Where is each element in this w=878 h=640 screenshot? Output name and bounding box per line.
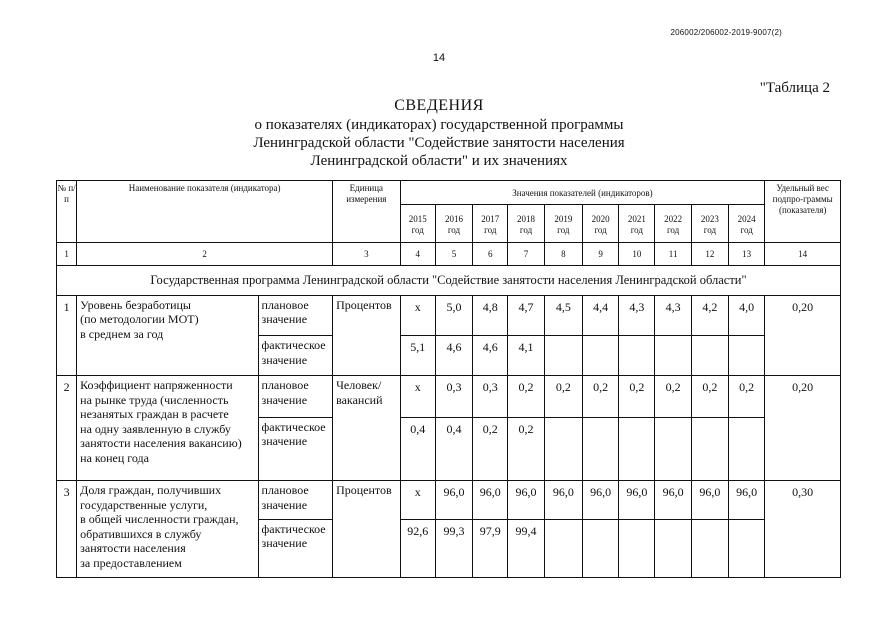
plan-value: 96,0 <box>582 481 618 519</box>
year-unit: год <box>666 224 680 235</box>
plan-value: х <box>400 481 435 519</box>
plan-value: 4,0 <box>729 295 765 335</box>
plan-value: 4,4 <box>582 295 618 335</box>
plan-value: 96,0 <box>435 481 472 519</box>
plan-value: 4,3 <box>619 295 655 335</box>
fact-value <box>619 417 655 480</box>
column-number: 13 <box>729 243 765 265</box>
indicator-unit-line: Человек/ <box>336 378 382 393</box>
fact-value <box>544 336 582 376</box>
fact-label-line: фактическое <box>261 521 326 536</box>
plan-value: 0,3 <box>435 376 472 417</box>
fact-label-line: фактическое <box>261 338 326 353</box>
fact-value <box>729 519 765 577</box>
fact-value <box>691 417 728 480</box>
column-number: 1 <box>57 243 77 265</box>
year-header <box>691 205 728 243</box>
year-label: 2019 <box>554 213 573 224</box>
year-label: 2015 <box>408 213 427 224</box>
year-unit: год <box>411 224 424 235</box>
indicator-num: 1 <box>57 295 77 376</box>
year-label: 2021 <box>627 213 646 224</box>
indicator-name <box>77 481 258 578</box>
plan-value: 0,2 <box>508 376 544 417</box>
fact-value <box>655 417 691 480</box>
fact-value <box>544 417 582 480</box>
year-header <box>473 205 508 243</box>
year-label: 2017 <box>481 213 500 224</box>
plan-value: 0,2 <box>544 376 582 417</box>
year-label: 2022 <box>664 213 683 224</box>
plan-value: 0,2 <box>655 376 691 417</box>
indicator-name-line: на конец года <box>80 450 149 465</box>
plan-value: 4,5 <box>544 295 582 335</box>
year-unit: год <box>630 224 643 235</box>
fact-value: 5,1 <box>400 336 435 376</box>
year-label: 2024 <box>737 213 756 224</box>
plan-value: 96,0 <box>655 481 691 519</box>
fact-value <box>582 336 618 376</box>
year-unit: год <box>519 224 533 235</box>
year-header <box>655 205 691 243</box>
fact-label <box>258 336 333 376</box>
plan-label-line: плановое <box>261 483 309 498</box>
indicator-name-line: на рынке труда (численность <box>80 392 229 407</box>
year-unit: год <box>557 224 570 235</box>
table-row <box>57 376 841 417</box>
column-number: 3 <box>333 243 401 265</box>
fact-value: 0,2 <box>473 417 508 480</box>
plan-label <box>258 481 333 519</box>
plan-label-line: плановое <box>261 297 309 312</box>
indicator-name-line: на одну заявленную в службу <box>80 421 231 436</box>
fact-label-line: значение <box>261 352 308 367</box>
year-unit: год <box>594 224 607 235</box>
plan-value: 0,2 <box>582 376 618 417</box>
column-number: 6 <box>473 243 508 265</box>
fact-value <box>655 519 691 577</box>
plan-value: 4,7 <box>508 295 544 335</box>
fact-value: 4,1 <box>508 336 544 376</box>
year-header <box>619 205 655 243</box>
fact-value: 4,6 <box>473 336 508 376</box>
year-header <box>435 205 472 243</box>
indicator-unit-line: Процентов <box>336 483 392 498</box>
fact-label <box>258 519 333 577</box>
plan-value: 4,8 <box>473 295 508 335</box>
column-number: 12 <box>691 243 728 265</box>
indicator-name-line: Уровень безработицы <box>80 297 191 312</box>
plan-value: 5,0 <box>435 295 472 335</box>
year-header <box>508 205 544 243</box>
indicator-name-line: в общей численности граждан, <box>80 512 239 527</box>
indicator-weight: 0,20 <box>765 295 841 376</box>
indicator-name <box>77 376 258 481</box>
fact-label-line: значение <box>261 434 308 449</box>
fact-value <box>691 519 728 577</box>
fact-value: 0,2 <box>508 417 544 480</box>
table-label: "Таблица 2 <box>759 80 830 96</box>
table-row <box>57 481 841 519</box>
fact-label-line: фактическое <box>261 419 326 434</box>
document-heading <box>0 96 878 170</box>
year-header <box>582 205 618 243</box>
fact-value: 99,4 <box>508 519 544 577</box>
fact-value: 99,3 <box>435 519 472 577</box>
indicator-name-line: за предоставлением <box>80 555 182 570</box>
fact-value <box>619 519 655 577</box>
fact-value: 92,6 <box>400 519 435 577</box>
column-number: 14 <box>765 243 841 265</box>
year-unit: год <box>447 224 461 235</box>
plan-value: 0,2 <box>619 376 655 417</box>
fact-value: 0,4 <box>435 417 472 480</box>
fact-value: 0,4 <box>400 417 435 480</box>
fact-value <box>544 519 582 577</box>
heading-line-2: Ленинградской области "Содействие занятости населения <box>253 135 625 151</box>
indicator-unit-line: Процентов <box>336 297 392 312</box>
header-values: Значения показателей (индикаторов) <box>400 181 765 205</box>
plan-value: 0,2 <box>691 376 728 417</box>
plan-label-line: значение <box>261 392 308 407</box>
plan-label-line: значение <box>261 312 308 327</box>
year-label: 2018 <box>517 213 536 224</box>
fact-value <box>619 336 655 376</box>
indicator-name-line: обратившихся в службу <box>80 526 202 541</box>
year-unit: год <box>703 224 717 235</box>
heading-line-1: о показателях (индикаторах) государственной программы <box>254 117 624 133</box>
plan-value: х <box>400 376 435 417</box>
column-number: 10 <box>619 243 655 265</box>
indicator-weight: 0,30 <box>765 481 841 578</box>
column-number: 9 <box>582 243 618 265</box>
header-name: Наименование показателя (индикатора) <box>77 181 333 243</box>
indicator-name-line: незанятых граждан в расчете <box>80 407 229 422</box>
indicator-num: 3 <box>57 481 77 578</box>
indicator-name <box>77 295 258 376</box>
indicator-name-line: занятости населения вакансию) <box>80 436 242 451</box>
indicator-unit <box>333 376 401 481</box>
fact-value: 4,6 <box>435 336 472 376</box>
column-number: 2 <box>77 243 333 265</box>
header-num: № п/п <box>57 181 77 243</box>
fact-label-line: значение <box>261 536 308 551</box>
fact-value <box>655 336 691 376</box>
indicator-name-line: Коэффициент напряженности <box>80 378 233 393</box>
indicator-name-line: государственные услуги, <box>80 497 208 512</box>
year-label: 2016 <box>445 213 463 224</box>
fact-value <box>582 417 618 480</box>
year-label: 2023 <box>700 213 719 224</box>
plan-value: 96,0 <box>473 481 508 519</box>
document-id: 206002/206002-2019-9007(2) <box>670 28 782 37</box>
plan-value: 96,0 <box>729 481 765 519</box>
fact-value: 97,9 <box>473 519 508 577</box>
heading-line-3: Ленинградской области" и их значениях <box>310 153 568 169</box>
plan-value: 96,0 <box>508 481 544 519</box>
plan-label-line: плановое <box>261 378 309 393</box>
fact-value <box>582 519 618 577</box>
year-header <box>729 205 765 243</box>
fact-label <box>258 417 333 480</box>
plan-label-line: значение <box>261 497 308 512</box>
plan-value: 96,0 <box>619 481 655 519</box>
plan-value: 96,0 <box>691 481 728 519</box>
indicator-name-line: Доля граждан, получивших <box>80 483 222 498</box>
column-number: 4 <box>400 243 435 265</box>
page-number: 14 <box>432 52 446 64</box>
fact-value <box>691 336 728 376</box>
indicator-name-line: в среднем за год <box>80 326 164 341</box>
indicator-name-line: занятости населения <box>80 541 186 556</box>
column-number: 7 <box>508 243 544 265</box>
plan-label <box>258 295 333 335</box>
fact-value <box>729 417 765 480</box>
plan-value: 96,0 <box>544 481 582 519</box>
column-number: 11 <box>655 243 691 265</box>
plan-value: х <box>400 295 435 335</box>
indicators-table <box>56 180 841 578</box>
indicator-unit <box>333 295 401 376</box>
header-weight: Удельный вес подпро-граммы (показателя) <box>765 181 841 243</box>
column-number: 8 <box>544 243 582 265</box>
indicator-unit <box>333 481 401 578</box>
header-unit: Единица измерения <box>333 181 401 243</box>
year-label: 2020 <box>591 213 610 224</box>
plan-label <box>258 376 333 417</box>
year-header <box>544 205 582 243</box>
program-row: Государственная программа Ленинградской области "Содействие занятости населения Ленинградской области" <box>57 265 841 295</box>
year-header <box>400 205 435 243</box>
indicator-name-line: (по методологии МОТ) <box>80 312 199 327</box>
indicator-weight: 0,20 <box>765 376 841 481</box>
indicator-num: 2 <box>57 376 77 481</box>
year-unit: год <box>740 224 753 235</box>
plan-value: 0,2 <box>729 376 765 417</box>
column-number: 5 <box>435 243 472 265</box>
indicator-unit-line: вакансий <box>336 392 383 407</box>
table-row <box>57 295 841 335</box>
year-unit: год <box>484 224 497 235</box>
heading-title: СВЕДЕНИЯ <box>394 97 484 114</box>
plan-value: 0,3 <box>473 376 508 417</box>
plan-value: 4,2 <box>691 295 728 335</box>
fact-value <box>729 336 765 376</box>
plan-value: 4,3 <box>655 295 691 335</box>
